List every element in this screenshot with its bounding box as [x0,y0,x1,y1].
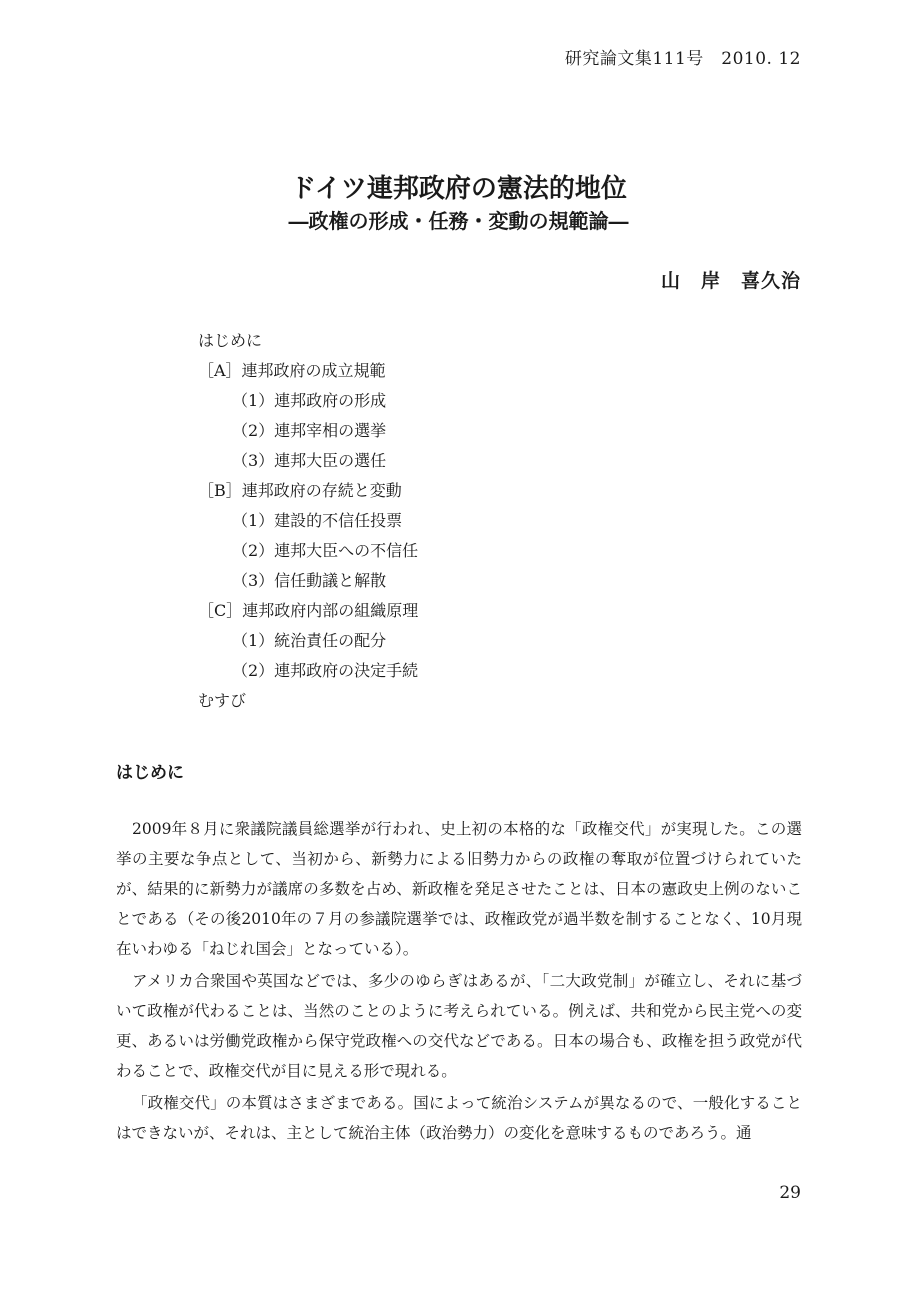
toc-item: （3）信任動議と解散 [232,571,387,590]
toc-item: はじめに [198,331,263,350]
paragraph: 2009年８月に衆議院議員総選挙が行われ、史上初の本格的な「政権交代」が実現した。この選挙の主要な争点として、当初から、新勢力による旧勢力からの政権の奪取が位置づけられていたが、結果的に新勢力が議席の多数を占め、新政権を発足させたことは、日本の憲政史上例のないことである（その後2010年の７月の参議院選挙では、政権政党が過半数を制することなく、10月現在いわゆる「ねじれ国会」となっている）。 [116,820,802,958]
article-subtitle: ―政権の形成・任務・変動の規範論― [288,209,629,233]
toc-item: （1）建設的不信任投票 [232,511,403,530]
paragraph: アメリカ合衆国や英国などでは、多少のゆらぎはあるが、「二大政党制」が確立し、それに基づいて政権が代わることは、当然のことのように考えられている。例えば、共和党から民主党への変更、あるいは労働党政権から保守党政権への交代などである。日本の場合も、政権を担う政党が代わることで、政権交代が目に見える形で現れる。 [116,972,802,1080]
page-number: 29 [779,1183,801,1203]
journal-reference: 研究論文集111号 2010. 12 [564,49,801,69]
article-title: ドイツ連邦政府の憲法的地位 [290,174,627,204]
section-heading: はじめに [116,763,184,783]
body-text [116,814,802,1150]
author-name: 山 岸 喜久治 [660,270,801,292]
toc-item: ［B］連邦政府の存続と変動 [198,481,402,500]
table-of-contents [198,330,718,720]
toc-item: ［A］連邦政府の成立規範 [198,361,386,380]
toc-item: （3）連邦大臣の選任 [232,451,387,470]
toc-item: （1）連邦政府の形成 [232,391,387,410]
toc-item: （1）統治責任の配分 [232,631,387,650]
toc-item: （2）連邦大臣への不信任 [232,541,419,560]
toc-item: （2）連邦政府の決定手続 [232,661,419,680]
toc-item: ［C］連邦政府内部の組織原理 [198,601,419,620]
paragraph: 「政権交代」の本質はさまざまである。国によって統治システムが異なるので、一般化することはできないが、それは、主として統治主体（政治勢力）の変化を意味するものであろう。通 [116,1094,802,1142]
toc-item: むすび [198,691,247,710]
toc-item: （2）連邦宰相の選挙 [232,421,387,440]
